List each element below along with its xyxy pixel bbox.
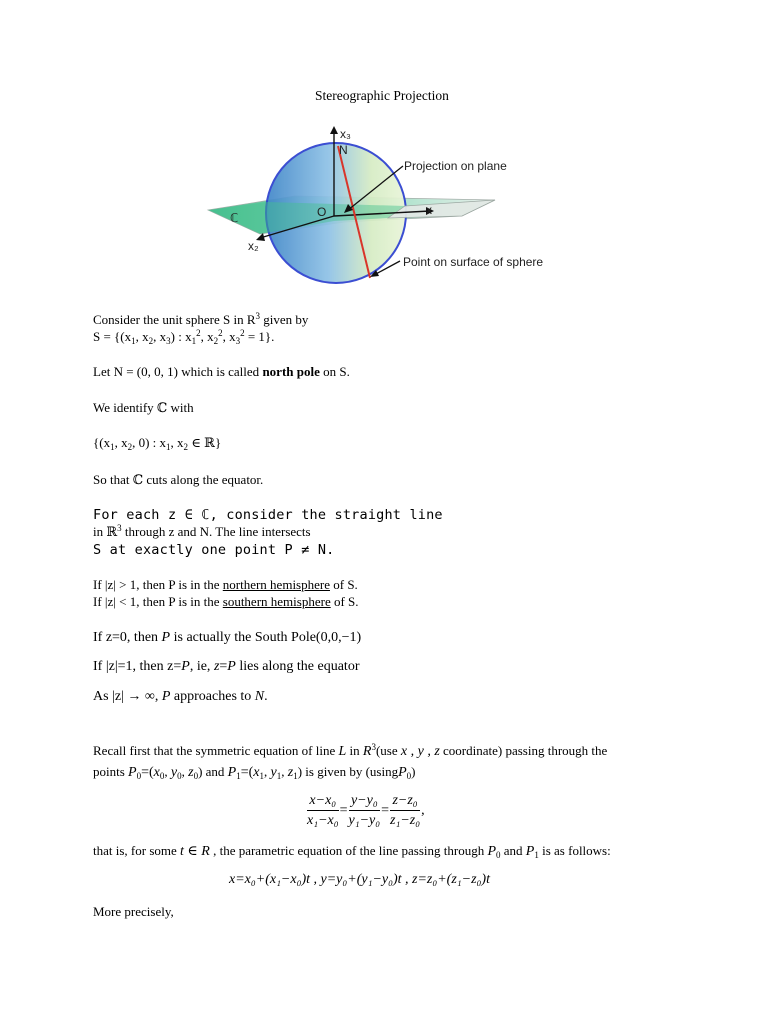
symmetric-equation: $\frac{\text{x−x₀}}{\text{x₁−x₀}}$ = $\frac{\text{y−y₀}}{\text{y₁−y₀}}$ = $\frac{\text{z−z₀}}{\text{z₁−z₀}}$ , xyxy=(307,793,425,828)
hemisphere-north: If |z| > 1, then P is in the northern hemisphere of S. xyxy=(93,577,358,592)
label-complex-plane: ℂ xyxy=(230,211,239,225)
infinity-case: As |z| → ∞, P approaches to N. xyxy=(93,689,268,704)
more-precisely: More precisely, xyxy=(93,904,174,919)
annotation-point: Point on surface of sphere xyxy=(403,255,544,269)
straight-line-line3: S at exactly one point P ≠ N. xyxy=(93,542,335,558)
stereographic-figure xyxy=(200,118,570,293)
parametric-intro: that is, for some t ∈ R , the parametric equation of the line passing through $P_0$ and $P_1$ is as follows: xyxy=(93,843,611,860)
label-x2: x₂ xyxy=(248,239,259,253)
label-origin: O xyxy=(317,205,327,219)
identify-c: We identify ℂ with xyxy=(93,400,194,415)
annotation-projection: Projection on plane xyxy=(404,159,507,173)
hemisphere-south: If |z| < 1, then P is in the southern hemisphere of S. xyxy=(93,594,359,609)
equator-note: So that ℂ cuts along the equator. xyxy=(93,472,264,487)
sphere-definition-line1: Consider the unit sphere S in $R^3$ given by xyxy=(93,311,309,327)
label-north-pole: N xyxy=(339,143,348,157)
page-title: Stereographic Projection xyxy=(315,88,449,103)
label-x3: x₃ xyxy=(340,127,351,141)
symmetric-equation-line2: points $P_0=(x_0$, $y_0$, $z_0$) and $P_1=(x_1$, $y_1$, $z_1$) is given by (usingP$_0$) xyxy=(93,764,416,781)
equator-case: If |z|=1, then z=P, ie, z=P lies along the equator xyxy=(93,659,360,674)
north-pole-definition: Let N = (0, 0, 1) which is called north pole on S. xyxy=(93,364,350,379)
label-x: x xyxy=(426,203,432,217)
symmetric-equation-line1: Recall first that the symmetric equation of line L in $R^3(use$ x , y , z coordinate) passing through the xyxy=(93,742,608,759)
straight-line-line1: For each z ∈ ℂ, consider the straight line xyxy=(93,507,443,523)
plane-set: {($x_1$, $x_2$, 0) : $x_1$, $x_2$ ∈ ℝ} xyxy=(93,435,222,452)
parametric-equation: x=x₀+(x₁−x₀)t , y=y₀+(y₁−y₀)t , z=z₀+(z₁−z₀)t xyxy=(229,872,490,887)
straight-line-line2: in ℝ$^3$ through z and N. The line intersects xyxy=(93,523,311,539)
south-pole-case: If z=0, then P is actually the South Pole(0,0,−1) xyxy=(93,630,362,645)
sphere-definition-line2: $S = \{(x_1$, $x_2$, $x_3$) : $x_1^2$, $x_2^2$, $x_3^2 = 1$}. xyxy=(93,328,275,346)
